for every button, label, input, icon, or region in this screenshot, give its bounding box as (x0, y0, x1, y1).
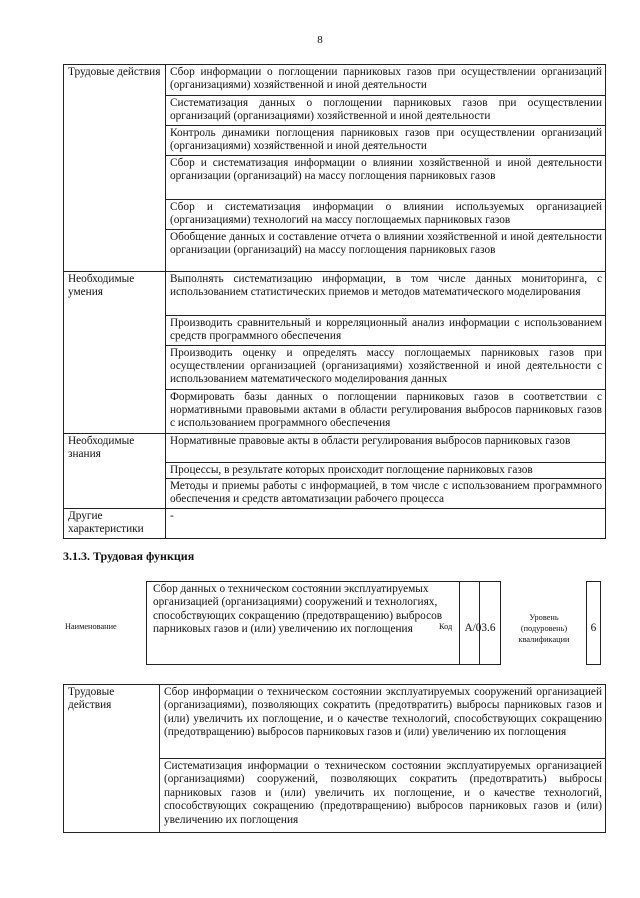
level-label: Уровень (подуровень) квалификации (518, 613, 570, 644)
table-cell: Контроль динамики поглощения парниковых газов при осуществлении организаций (организациями) хозяйственной и иной деятельности (166, 125, 606, 155)
row-label-knowledge: Необходимые знания (64, 433, 166, 508)
code-value-box: A/03.6 (459, 581, 501, 665)
table-cell: Производить оценку и определять массу поглощаемых парниковых газов при осуществлении организацией (организациями) хозяйственной и иной деятельности с использованием математического моделирования данных (166, 345, 606, 389)
page-number: 8 (317, 34, 323, 46)
table-row (64, 271, 606, 315)
table-cell: Систематизация данных о поглощении парниковых газов при осуществлении организаций (организациями) хозяйственной и иной деятельности (166, 96, 606, 126)
table-row (64, 508, 606, 538)
table-row (64, 433, 606, 462)
name-label: Наименование (65, 622, 117, 631)
requirements-table (63, 64, 606, 539)
table-row (64, 65, 606, 96)
table-cell: Выполнять систематизацию информации, в том числе данных мониторинга, с использованием статистических приемов и методов математического моделирования (166, 271, 606, 315)
row-label-skills: Необходимые умения (64, 271, 166, 433)
table-cell: Систематизация информации о техническом состоянии эксплуатируемых организацией (организациями) сооружений, позволяющих сократить (предотвратить) выбросы парниковых газов и (или) увеличить их поглощение, и о качестве технологий, способствующих сокращению (предотвращению) выбросов парниковых газов и (или) увеличению их поглощения (160, 759, 606, 833)
table-cell: Обобщение данных и составление отчета о влиянии хозяйственной и иной деятельности организации (организаций) на массу поглощения парниковых газов (166, 229, 606, 271)
table-cell: Сбор информации о поглощении парниковых газов при осуществлении организаций (организациями) хозяйственной и иной деятельности (166, 65, 606, 96)
labor-actions-table (63, 684, 606, 833)
row-label-labor-actions: Трудовые действия (64, 685, 160, 833)
table-cell: Методы и приемы работы с информацией, в том числе с использованием программного обеспечения и средств автоматизации рабочего процесса (166, 479, 606, 509)
level-value-box: 6 (586, 581, 601, 665)
table-cell: Сбор информации о техническом состоянии эксплуатируемых сооружений организацией (организациями), позволяющих сократить (предотвратить) выбросы парниковых газов и (или) увеличить их поглощение, и о качестве технологий, способствующих сокращению (предотвращению) выбросов парниковых газов и (или) увеличению их поглощения (160, 685, 606, 759)
function-name-box: Сбор данных о техническом состоянии эксплуатируемых организацией (организациями) сооружений и технологиях, способствующих сокращению (предотвращению) выбросов парниковых газов и (или) увеличению их поглощения (146, 581, 480, 665)
table-cell: Процессы, в результате которых происходит поглощение парниковых газов (166, 462, 606, 478)
table-cell: Сбор и систематизация информации о влиянии используемых организацией (организациями) технологий на массу поглощаемых парниковых газов (166, 199, 606, 229)
table-row (64, 685, 606, 759)
table-cell: - (166, 508, 606, 538)
function-header (63, 581, 603, 673)
table-cell: Формировать базы данных о поглощении парниковых газов в соответствии с нормативными правовыми актами в области регулирования выбросов парниковых газов с использованием программного обеспечения (166, 389, 606, 433)
table-cell: Нормативные правовые акты в области регулирования выбросов парниковых газов (166, 433, 606, 462)
code-label: Код (439, 622, 453, 631)
table-cell: Сбор и систематизация информации о влиянии хозяйственной и иной деятельности организации (организаций) на массу поглощения парниковых газов (166, 155, 606, 199)
section-heading: 3.1.3. Трудовая функция (63, 549, 195, 563)
row-label-other: Другие характеристики (64, 508, 166, 538)
row-label-labor-actions: Трудовые действия (64, 65, 166, 272)
table-cell: Производить сравнительный и корреляционный анализ информации с использованием средств программного обеспечения (166, 315, 606, 345)
